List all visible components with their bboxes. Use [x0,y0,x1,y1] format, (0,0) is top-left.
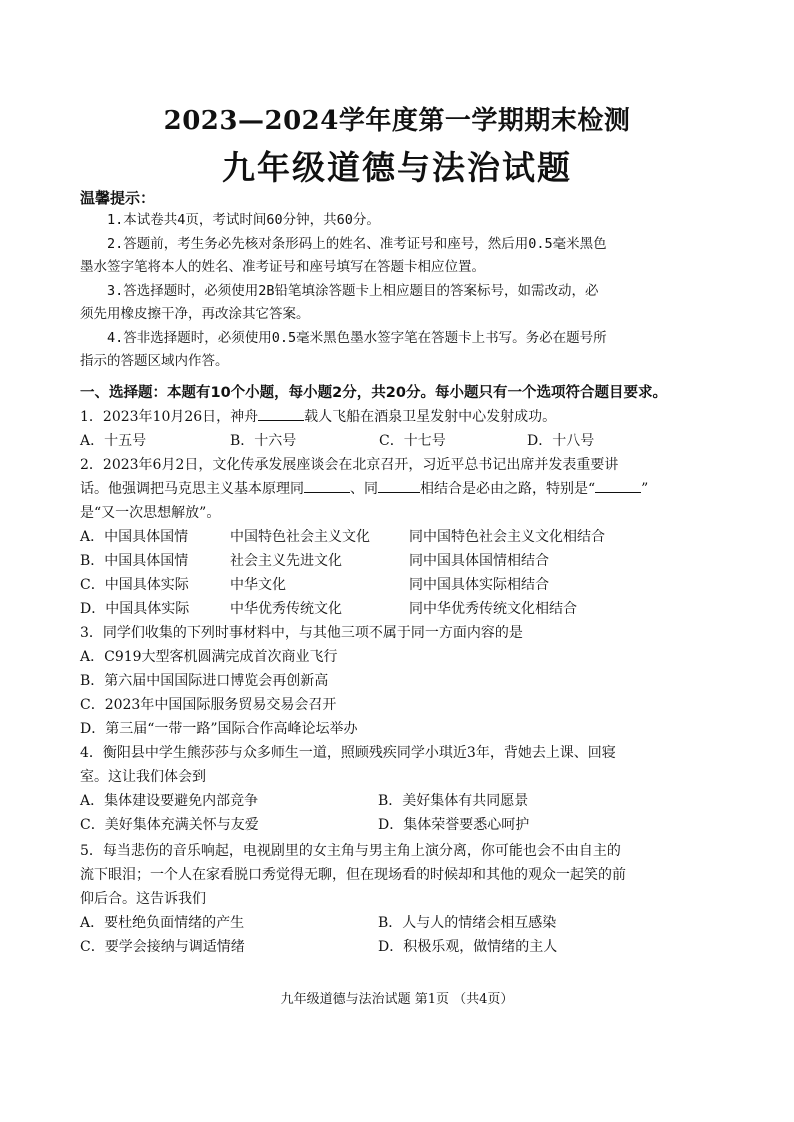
notice-item-3b: 须先用橡皮擦干净，再改涂其它答案。 [80,306,310,322]
q5-option-b: B．人与人的情绪会相互感染 [378,915,557,931]
q2-option-b-col1: B．中国具体国情 [80,553,189,569]
question-2-line-1: 2．2023年6月2日，文化传承发展座谈会在北京召开，习近平总书记出席并发表重要讲 [80,457,619,473]
notice-item-2a: 2.答题前，考生务必先核对条形码上的姓名、准考证号和座号，然后用0.5毫米黑色 [107,235,607,252]
answer-blank [304,478,350,493]
q3-option-a: A．C919大型客机圆满完成首次商业飞行 [80,649,338,665]
q2-option-a-col1: A．中国具体国情 [80,529,189,545]
page-footer: 九年级道德与法治试题 第1页 （共4页） [280,992,514,1007]
answer-blank [378,478,420,493]
q1-option-a: A．十五号 [80,433,147,449]
question-2-line-2: 话。他强调把马克思主义基本原理同 、同 相结合是必由之路，特别是“ ” [80,477,648,501]
q1-option-b: B．十六号 [230,433,297,449]
answer-blank [258,406,304,421]
notice-heading: 温馨提示： [80,189,156,207]
q3-option-c: C．2023年中国国际服务贸易交易会召开 [80,697,337,713]
q4-option-c: C．美好集体充满关怀与友爱 [80,817,259,833]
q2-option-d-col1: D．中国具体实际 [80,601,190,617]
notice-item-3a: 3.答选择题时，必须使用2B铅笔填涂答题卡上相应题目的答案标号，如需改动，必 [107,282,599,299]
section-heading: 一、选择题：本题有10个小题，每小题2分，共20分。每小题只有一个选项符合题目要求。 [80,385,667,401]
q4-option-d: D．集体荣誉要悉心呵护 [378,817,530,833]
exam-title: 2023—2024学年度第一学期期末检测 [163,106,631,136]
notice-item-2b: 墨水签字笔将本人的姓名、准考证号和座号填写在答题卡相应位置。 [80,259,485,275]
q3-option-b: B．第六届中国国际进口博览会再创新高 [80,673,329,689]
q1-option-c: C．十七号 [379,433,446,449]
exam-subtitle: 九年级道德与法治试题 [222,148,572,187]
notice-item-4b: 指示的答题区域内作答。 [80,353,229,369]
q2-option-a-col2: 中国特色社会主义文化 [230,529,370,545]
question-5-line-1: 5．每当悲伤的音乐响起，电视剧里的女主角与男主角上演分离，你可能也会不由自主的 [80,843,621,859]
question-5-line-2: 流下眼泪；一个人在家看脱口秀觉得无聊，但在现场看的时候却和其他的观众一起笑的前 [80,867,626,883]
q2-option-b-col2: 社会主义先进文化 [230,553,342,569]
question-3-stem: 3．同学们收集的下列时事材料中，与其他三项不属于同一方面内容的是 [80,625,523,641]
question-4-line-2: 室。这让我们体会到 [80,769,206,785]
notice-item-1: 1.本试卷共4页，考试时间60分钟，共60分。 [107,212,380,228]
q4-option-b: B．美好集体有共同愿景 [378,793,529,809]
notice-item-4a: 4.答非选择题时，必须使用0.5毫米黑色墨水签字笔在答题卡上书写。务必在题号所 [107,329,607,346]
q2-option-a-col3: 同中国特色社会主义文化相结合 [409,529,605,545]
question-4-line-1: 4．衡阳县中学生熊莎莎与众多师生一道，照顾残疾同学小琪近3年，背她去上课、回寝 [80,745,616,761]
question-1-stem: 1．2023年10月26日，神舟 载人飞船在酒泉卫星发射中心发射成功。 [80,405,556,429]
q2-option-d-col2: 中华优秀传统文化 [230,601,342,617]
question-5-line-3: 仰后合。这告诉我们 [80,891,206,907]
q5-option-c: C．要学会接纳与调适情绪 [80,939,245,955]
q3-option-d: D．第三届“一带一路”国际合作高峰论坛举办 [80,721,358,737]
q2-option-c-col1: C．中国具体实际 [80,577,189,593]
q1-option-d: D．十八号 [527,433,595,449]
q2-option-c-col3: 同中国具体实际相结合 [409,577,549,593]
notice-block [80,209,680,374]
q2-option-b-col3: 同中国具体国情相结合 [409,553,549,569]
q4-option-a: A．集体建设要避免内部竞争 [80,793,259,809]
q5-option-d: D．积极乐观，做情绪的主人 [378,939,558,955]
q5-option-a: A．要杜绝负面情绪的产生 [80,915,245,931]
q2-option-c-col2: 中华文化 [230,577,286,593]
answer-blank [595,478,641,493]
q2-option-d-col3: 同中华优秀传统文化相结合 [409,601,577,617]
question-2-line-3: 是“又一次思想解放”。 [80,505,221,521]
